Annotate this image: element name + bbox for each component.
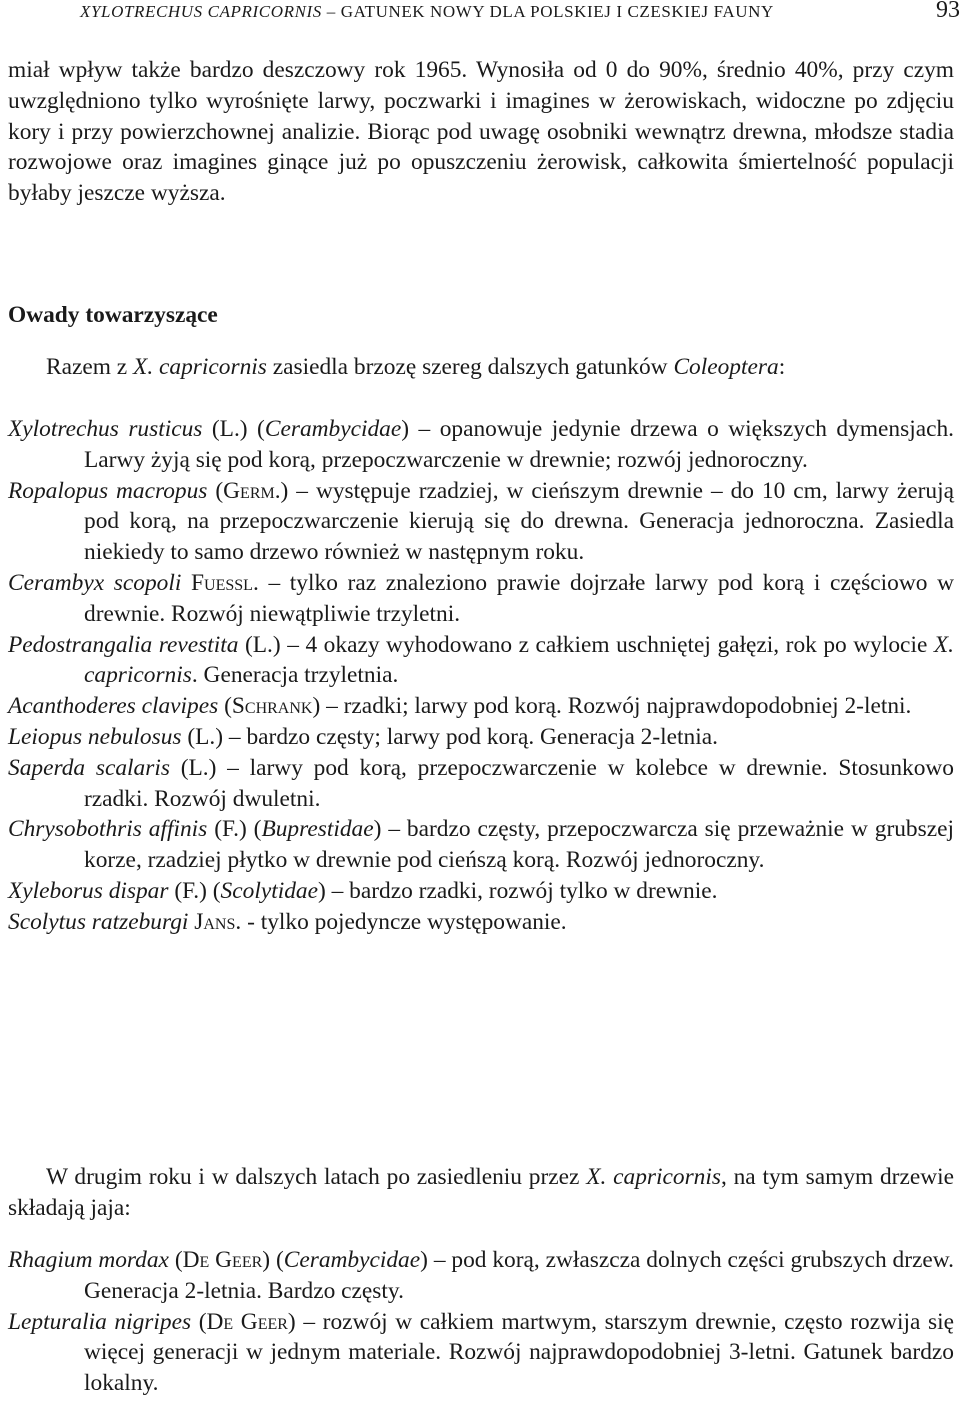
species-author: Jans. [194, 908, 242, 935]
species-list-2 [8, 1245, 954, 1399]
second-year-block [8, 1162, 954, 1224]
species-description: – tylko raz znaleziono prawie dojrzałe larwy pod korą i częściowo w drewnie. Rozwój niewątpliwie trzyletni. [84, 569, 954, 627]
species-description: – pod korą, zwłaszcza dolnych części grubszych drzew. Generacja 2-letnia. Bardzo częsty. [84, 1247, 955, 1304]
intro-paragraph: miał wpływ także bardzo deszczowy rok 1965. Wynosiła od 0 do 90%, średnio 40%, przy czym uwzględniono tylko wyrośnięte larwy, poczwarki i imagines w żerowiskach, widoczne po zdjęciu kory i przy powierzchownej analizie. Biorąc pod uwagę osobniki wewnątrz drewna, młodsze stadia rozwojowe oraz imagines ginące już po opuszczeniu żerowisk, całkowita śmiertelność populacji byłaby jeszcze wyższa. [8, 57, 954, 207]
species-description: – bardzo częsty; larwy pod korą. Generacja 2-letnia. [223, 723, 718, 750]
species-author: (L.) [187, 723, 224, 750]
species-ref: X. capricornis [84, 631, 954, 689]
page-number: 93 [936, 0, 960, 23]
species-author: (L.) [211, 416, 248, 442]
family-name: Scolytidae [220, 877, 318, 904]
family-name: Cerambycidae [264, 416, 402, 442]
species-entry [8, 907, 954, 938]
second-year-paragraph: W drugim roku i w dalszych latach po zasiedleniu przez X. capricornis, na tym samym drzewie składają jaja: [8, 1164, 955, 1221]
species-description: – bardzo częsty, przepoczwarcza się przeważnie w grubszej korze, rzadziej płytko w drewnie pod cieńszą korą. Rozwój jednoroczny. [84, 816, 954, 874]
section-intro: Razem z X. capricornis zasiedla brzozę szereg dalszych gatunków Coleoptera: [46, 354, 786, 380]
species-entry [8, 568, 954, 630]
species-entry [8, 691, 954, 722]
species-entry [8, 753, 954, 815]
family-name: Buprestidae [261, 816, 374, 843]
species-ref: X. capricornis [133, 354, 267, 380]
species-description: - tylko pojedyncze występowanie. [241, 908, 567, 935]
section-heading: Owady towarzyszące [8, 302, 218, 328]
species-name: Cerambyx scopoli [8, 569, 182, 596]
species-name: Chrysobothris affinis [8, 816, 208, 843]
species-author: (Germ.) [215, 477, 289, 504]
running-head [80, 2, 960, 22]
species-entry [8, 722, 954, 753]
species-list-1 [8, 414, 954, 938]
species-description-end: . Generacja trzyletnia. [191, 662, 399, 689]
species-entry: Xylotrechus rusticus (L.) (Cerambycidae) – opanowuje jedynie drzewa o większych dymensjach. Larwy żyją się pod korą, przepoczwarczenie w drewnie; rozwój jednoroczny. [8, 416, 955, 473]
section-intro-block [8, 352, 954, 383]
species-name: Acanthoderes clavipes [8, 693, 219, 720]
species-author: (F.) [174, 877, 207, 904]
species-name: Rhagium mordax [8, 1247, 169, 1273]
species-description: – bardzo rzadki, rozwój tylko w drewnie. [325, 877, 718, 904]
species-entry: Rhagium mordax (De Geer) (Cerambycidae) – pod korą, zwłaszcza dolnych części grubszych drzew. Generacja 2-letnia. Bardzo częsty. [8, 1247, 955, 1304]
species-name: Ropalopus macropus [8, 477, 208, 504]
intro-block [8, 55, 954, 209]
species-description: – opanowuje jedynie drzewa o większych dymensjach. Larwy żyją się pod korą, przepoczwarczenie w drewnie; rozwój jednoroczny. [84, 416, 955, 473]
species-author: Fuessl. [191, 569, 259, 596]
species-description: – występuje rzadziej, w cieńszym drewnie – do 10 cm, larwy żerują pod korą, na przepoczwarczenie kierują się do drewna. Generacja jednoroczna. Zasiedla niekiedy to samo drzewo również w następnym roku. [84, 477, 954, 566]
running-head-separator: – [326, 2, 336, 21]
species-entry: Chrysobothris affinis (F.) (Buprestidae) – bardzo częsty, przepoczwarcza się przeważnie w grubszej korze, rzadziej płytko w drewnie pod cieńszą korą. Rozwój jednoroczny. [8, 816, 954, 874]
running-head-species: XYLOTRECHUS CAPRICORNIS [80, 2, 322, 21]
running-head-subtitle: GATUNEK NOWY DLA POLSKIEJ I CZESKIEJ FAUNY [340, 2, 774, 21]
species-name: Lepturalia nigripes [8, 1308, 192, 1335]
species-entry [8, 476, 954, 568]
species-name: Leiopus nebulosus [8, 723, 182, 750]
species-name: Scolytus ratzeburgi [8, 908, 189, 935]
species-entry: Xyleborus dispar (F.) (Scolytidae) – bardzo rzadki, rozwój tylko w drewnie. [8, 877, 718, 904]
species-author: (Schrank) [224, 693, 321, 720]
order-name: Coleoptera [673, 354, 779, 380]
species-name: Saperda scalaris [8, 754, 170, 781]
species-description: – 4 okazy wyhodowano z całkiem uschniętej gałęzi, rok po wylocie [280, 631, 934, 658]
species-entry [8, 630, 954, 692]
species-description: – rzadki; larwy pod korą. Rozwój najprawdopodobniej 2-letni. [320, 693, 912, 720]
species-name: Xyleborus dispar [8, 877, 169, 904]
species-entry [8, 1307, 954, 1399]
species-author: (F.) [214, 816, 247, 843]
species-name: Pedostrangalia revestita [8, 631, 239, 658]
species-ref: X. capricornis [586, 1164, 721, 1190]
species-name: Xylotrechus rusticus [8, 416, 203, 442]
species-author: (De Geer) [174, 1247, 271, 1273]
species-author: (L.) [180, 754, 217, 781]
family-name: Cerambycidae [283, 1247, 421, 1273]
species-description: – rozwój w całkiem martwym, starszym drewnie, często rozwija się więcej generacji w jednym materiale. Rozwój najprawdopodobniej 3-letni. Gatunek bardzo lokalny. [84, 1308, 955, 1397]
species-description: – larwy pod korą, przepoczwarczenie w kolebce w drewnie. Stosunkowo rzadki. Rozwój dwuletni. [84, 754, 954, 812]
species-author: (De Geer) [198, 1308, 296, 1335]
species-author: (L.) [244, 631, 281, 658]
